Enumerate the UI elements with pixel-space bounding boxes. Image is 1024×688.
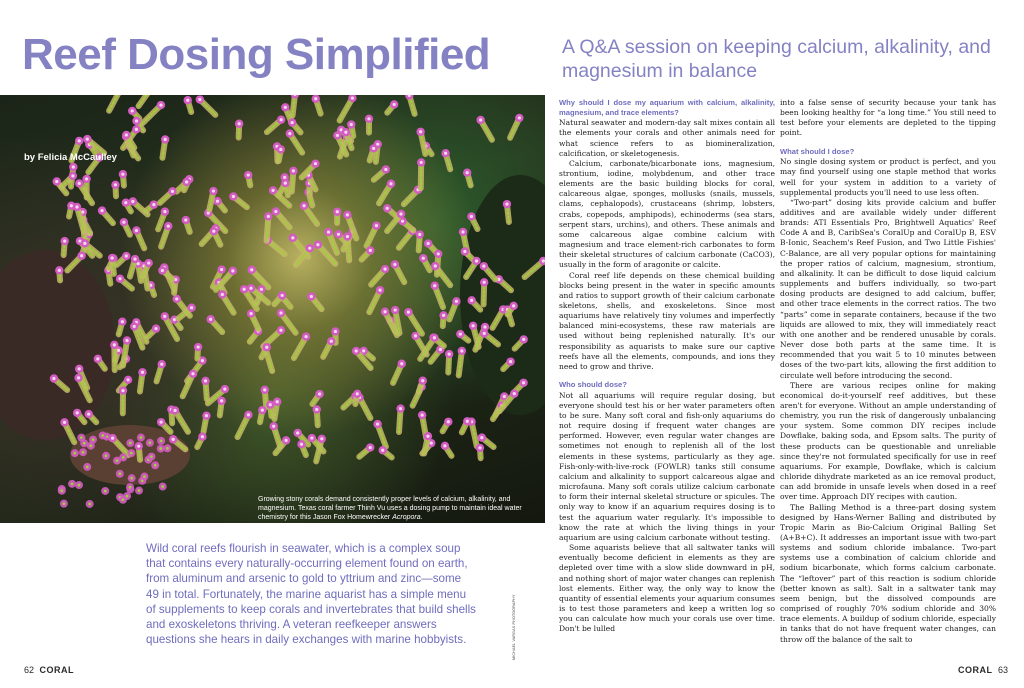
- coral-tip-highlight: [503, 395, 506, 398]
- coral-tip-highlight: [383, 267, 386, 270]
- coral-tip-highlight: [130, 477, 133, 480]
- coral-tip-highlight: [376, 422, 379, 425]
- caption-end: .: [420, 514, 423, 521]
- coral-tip-highlight: [143, 475, 146, 478]
- coral-tip-highlight: [249, 312, 252, 315]
- coral-tip-highlight: [518, 116, 521, 119]
- coral-tip-highlight: [89, 444, 92, 447]
- coral-tip-highlight: [161, 485, 164, 488]
- coral-tip-highlight: [96, 357, 99, 360]
- coral-tip-highlight: [82, 451, 85, 454]
- coral-tip-highlight: [185, 180, 188, 183]
- coral-tip-highlight: [150, 455, 153, 458]
- coral-tip-highlight: [160, 439, 163, 442]
- coral-tip-highlight: [288, 132, 291, 135]
- coral-tip-highlight: [72, 165, 75, 168]
- coral-tip-highlight: [77, 376, 80, 379]
- coral-tip-highlight: [350, 123, 353, 126]
- coral-tip-highlight: [480, 436, 483, 439]
- coral-tip-highlight: [308, 247, 311, 250]
- coral-tip-highlight: [522, 338, 525, 341]
- coral-tip-highlight: [455, 300, 458, 303]
- coral-tip-highlight: [216, 200, 219, 203]
- coral-tip-highlight: [355, 349, 358, 352]
- coral-tip-highlight: [279, 329, 282, 332]
- coral-tip-highlight: [336, 210, 339, 213]
- footer-left: [24, 665, 77, 675]
- coral-tip-highlight: [186, 99, 189, 102]
- coral-tip-highlight: [137, 445, 140, 448]
- coral-tip-highlight: [316, 243, 319, 246]
- coral-tip-highlight: [80, 436, 83, 439]
- paragraph: Calcium, carbonate/bicarbonate ions, magnesium, strontium, iodine, molybdenum, and other trace elements are the basic building blocks for coral, calcareous algae, sponges, mollusks (snails, mussels, clams, cephalopods), crustaceans (shrimp, lobsters, crabs, copepods, amphipods), echinoderms (sea stars, serpent stars, urchins), and others. These animals and some calcareous algae combine calcium with magnesium and trace element-rich carbonates to form their skeletal structures of calcium carbonate (CaCO3), usually in the form of aragonite or calcite.: [559, 158, 775, 270]
- photo-credit: MICHAEL VARGAS PHOTOGRAPHY: [512, 594, 516, 660]
- coral-tip-highlight: [470, 299, 473, 302]
- coral-tip-highlight: [130, 452, 133, 455]
- coral-tip-highlight: [269, 403, 272, 406]
- coral-tip-highlight: [85, 177, 88, 180]
- coral-tip-highlight: [346, 235, 349, 238]
- coral-tip-highlight: [271, 189, 274, 192]
- coral-tip-highlight: [73, 452, 76, 455]
- coral-tip-highlight: [327, 230, 330, 233]
- coral-tip-highlight: [296, 431, 299, 434]
- coral-tip-highlight: [124, 201, 127, 204]
- coral-tip-highlight: [418, 233, 421, 236]
- coral-tip-highlight: [475, 259, 478, 262]
- coral-tip-highlight: [407, 311, 410, 314]
- coral-tip-highlight: [279, 148, 282, 151]
- coral-tip-highlight: [114, 183, 117, 186]
- article-title: Reef Dosing Simplified: [22, 30, 491, 79]
- coral-tip-highlight: [284, 182, 287, 185]
- coral-tip-highlight: [125, 254, 128, 257]
- coral-tip-highlight: [302, 204, 305, 207]
- coral-tip-highlight: [148, 441, 151, 444]
- coral-tip-highlight: [422, 257, 425, 260]
- coral-tip-highlight: [274, 210, 277, 213]
- coral-tip-highlight: [131, 109, 134, 112]
- coral-tip-highlight: [250, 268, 253, 271]
- paragraph: Not all aquariums will require regular dosing, but everyone should test his or her water parameters often to be sure. Many soft coral and fish-only aquariums do not require dosing if frequent water changes are performed. However, even regular water changes are sometimes not enough to replenish all of the lost elements in these systems, particularly as they age. Fish-only-with-live-rock (FOWLR) tanks still consume calcium and alkalinity to support calcareous algae and microfauna. Many soft corals utilize calcium carbonate to form their internal skeletal structure or spicules. The only way to know if an aquarium requires dosing is to test the aquarium water regularly. It's impossible to know the rate at which the living things in your aquarium are using calcium carbonate without testing.: [559, 390, 775, 542]
- coral-tip-highlight: [121, 389, 124, 392]
- coral-tip-highlight: [78, 139, 81, 142]
- caption-text: Growing stony corals demand consistently proper levels of calcium, alkalinity, and magnesium. Texas coral farmer Thinh Vu uses a dosing pump to maintain ideal water chemistry for this Jason Fox Homewrecker: [258, 496, 522, 521]
- coral-tip-highlight: [509, 360, 512, 363]
- paragraph: into a false sense of security because your tank has been looking healthy for “a long time.” You still need to test before your elements are depleted to the tipping point.: [780, 98, 996, 138]
- article-column-2: [780, 98, 996, 645]
- coral-tip-highlight: [223, 387, 226, 390]
- rock-shape: [460, 175, 545, 415]
- coral-tip-highlight: [141, 371, 144, 374]
- coral-tip-highlight: [505, 203, 508, 206]
- coral-tip-highlight: [118, 472, 121, 475]
- coral-photo: [0, 95, 545, 523]
- coral-tip-highlight: [265, 346, 268, 349]
- coral-tip-highlight: [434, 264, 437, 267]
- coral-tip-highlight: [433, 336, 436, 339]
- coral-tip-highlight: [138, 489, 141, 492]
- coral-tip-highlight: [482, 265, 485, 268]
- coral-tip-highlight: [369, 249, 372, 252]
- coral-tip-highlight: [351, 96, 354, 99]
- paragraph: No single dosing system or product is perfect, and you may find yourself using one staple method that works well for your system in addition to a variety of supplemental products you'll need to use less often.: [780, 157, 996, 197]
- coral-tip-highlight: [159, 447, 162, 450]
- coral-tip-highlight: [261, 409, 264, 412]
- magazine-name: CORAL: [958, 665, 993, 675]
- coral-tip-highlight: [378, 289, 381, 292]
- coral-tip-highlight: [135, 128, 138, 131]
- coral-tip-highlight: [420, 161, 423, 164]
- coral-tip-highlight: [184, 218, 187, 221]
- coral-tip-highlight: [279, 311, 282, 314]
- coral-tip-highlight: [166, 447, 169, 450]
- coral-tip-highlight: [111, 437, 114, 440]
- coral-tip-highlight: [71, 174, 74, 177]
- coral-tip-highlight: [212, 189, 215, 192]
- coral-tip-highlight: [399, 212, 402, 215]
- coral-tip-highlight: [86, 466, 89, 469]
- coral-tip-highlight: [362, 349, 365, 352]
- paragraph: Some aquarists believe that all saltwater tanks will eventually become deficient in elements as they are depleted over time with a slow slide downward in pH, and nothing short of major water changes can replenish lost elements. Either way, the only way to know the quantity of essential elements your aquarium consumes is to test those parameters and keep a written log so you can calculate how much your corals use over time. Don't be lulled: [559, 543, 775, 634]
- coral-tip-highlight: [133, 325, 136, 328]
- coral-tip-highlight: [52, 377, 55, 380]
- coral-tip-highlight: [437, 252, 440, 255]
- footer-right: [955, 665, 1008, 675]
- coral-tip-highlight: [281, 294, 284, 297]
- paragraph: “Two-part” dosing kits provide calcium and buffer additives and are available widely under different brands: ATI Essentials Pro, Brightwell Aquatics' Reef Code A and B, CaribSea's CoralUp and CoralUp B, ESV B-Ionic, Seachem's Reef Fusion, and Two Little Fishies' C-Balance, are all very popular options for maintaining the proper ratios of calcium, magnesium, strontium, and alkalinity. It can be difficult to dose liquid calcium supplements and buffers individually, so two-part dosing products are designed to add calcium, buffer, and other trace elements in the correct ratios. The two “parts” come in separate containers, because if the two liquids are allowed to mix, they will immediately react with one another and be rendered unusable by corals. Never dose both parts at the same time. It is recommended that you wait 5 to 10 minutes between doses of the two-part kits, allowing the first addition to circulate well before introducing the second.: [780, 197, 996, 380]
- coral-tip-highlight: [419, 130, 422, 133]
- coral-tip-highlight: [470, 215, 473, 218]
- coral-tip-highlight: [209, 318, 212, 321]
- coral-tip-highlight: [163, 210, 166, 213]
- coral-tip-highlight: [310, 295, 313, 298]
- coral-tip-highlight: [315, 408, 318, 411]
- coral-tip-highlight: [243, 288, 246, 291]
- coral-tip-highlight: [483, 325, 486, 328]
- coral-tip-highlight: [173, 409, 176, 412]
- coral-tip-highlight: [83, 242, 86, 245]
- coral-tip-highlight: [220, 268, 223, 271]
- coral-tip-highlight: [163, 315, 166, 318]
- coral-tip-highlight: [383, 310, 386, 313]
- coral-tip-highlight: [76, 411, 79, 414]
- coral-tip-highlight: [483, 281, 486, 284]
- question-heading: Who should dose?: [559, 380, 627, 390]
- coral-tip-highlight: [292, 169, 295, 172]
- coral-tip-highlight: [459, 332, 462, 335]
- coral-tip-highlight: [291, 121, 294, 124]
- paragraph: The Balling Method is a three-part dosing system designed by Hans-Werner Balling and distributed by Tropic Marin as Bio-Calcium Original Balling Set (A+B+C). It addresses an important issue with two-part systems and sodium chloride imbalance. Two-part systems use a combination of calcium chloride and sodium bicarbonate, which forms calcium carbonate. The “leftover” part of this reaction is sodium chloride (better known as salt). Salt in a saltwater tank may seem benign, but the dissolved compounds are comprised of roughly 70% sodium chloride and 30% trace elements. A buildup of sodium chloride, especially in tanks that do not have frequent water changes, can throw off the balance of the salt to: [780, 502, 996, 644]
- coral-tip-highlight: [291, 236, 294, 239]
- coral-tip-highlight: [205, 414, 208, 417]
- coral-tip-highlight: [284, 106, 287, 109]
- coral-tip-highlight: [125, 133, 128, 136]
- coral-tip-highlight: [330, 340, 333, 343]
- coral-tip-highlight: [463, 250, 466, 253]
- coral-tip-highlight: [122, 498, 125, 501]
- coral-tip-highlight: [78, 182, 81, 185]
- coral-tip-highlight: [140, 436, 143, 439]
- coral-tip-highlight: [393, 263, 396, 266]
- coral-tip-highlight: [160, 363, 163, 366]
- coral-tip-highlight: [83, 442, 86, 445]
- coral-tip-highlight: [401, 220, 404, 223]
- coral-tip-highlight: [376, 143, 379, 146]
- coral-tip-highlight: [471, 324, 474, 327]
- coral-tip-highlight: [232, 195, 235, 198]
- coral-tip-highlight: [267, 215, 270, 218]
- coral-tip-highlight: [512, 304, 515, 307]
- coral-tip-highlight: [63, 421, 66, 424]
- coral-tip-highlight: [334, 330, 337, 333]
- coral-tip-highlight: [220, 399, 223, 402]
- coral-tip-highlight: [283, 176, 286, 179]
- coral-tip-highlight: [285, 439, 288, 442]
- coral-tip-highlight: [276, 400, 279, 403]
- coral-tip-highlight: [421, 413, 424, 416]
- coral-tip-highlight: [135, 229, 138, 232]
- coral-tip-highlight: [159, 103, 162, 106]
- coral-tip-highlight: [386, 207, 389, 210]
- coral-tip-highlight: [190, 306, 193, 309]
- coral-tip-highlight: [122, 221, 125, 224]
- coral-tip-highlight: [118, 277, 121, 280]
- coral-tip-highlight: [247, 173, 250, 176]
- coral-tip-highlight: [427, 242, 430, 245]
- coral-tip-highlight: [127, 378, 130, 381]
- coral-tip-highlight: [263, 388, 266, 391]
- coral-tip-highlight: [175, 297, 178, 300]
- coral-tip-highlight: [152, 203, 155, 206]
- coral-tip-highlight: [80, 254, 83, 257]
- coral-tip-highlight: [191, 372, 194, 375]
- paragraph: Natural seawater and modern-day salt mixes contain all the elements your corals and other animals need for what science refers to as biomineralization, calcification, or skeletogenesis.: [559, 118, 775, 158]
- page-number: 62: [24, 665, 35, 675]
- coral-tip-highlight: [367, 117, 370, 120]
- coral-tip-highlight: [116, 459, 119, 462]
- coral-tip-highlight: [483, 332, 486, 335]
- coral-tip-highlight: [384, 168, 387, 171]
- caption-species: Acropora: [392, 514, 421, 521]
- coral-tip-highlight: [318, 392, 321, 395]
- coral-tip-highlight: [111, 256, 114, 259]
- coral-tip-highlight: [101, 434, 104, 437]
- coral-tip-highlight: [478, 446, 481, 449]
- coral-tip-highlight: [147, 261, 150, 264]
- coral-tip-highlight: [389, 182, 392, 185]
- article-subtitle: A Q&A session on keeping calcium, alkalinity, and magnesium in balance: [562, 36, 991, 82]
- coral-tip-highlight: [55, 180, 58, 183]
- coral-tip-highlight: [314, 162, 317, 165]
- coral-tip-highlight: [126, 495, 129, 498]
- coral-tip-highlight: [161, 269, 164, 272]
- coral-tip-highlight: [372, 147, 375, 150]
- coral-tip-highlight: [104, 490, 107, 493]
- coral-tip-highlight: [394, 308, 397, 311]
- coral-tip-highlight: [167, 224, 170, 227]
- coral-tip-highlight: [466, 171, 469, 174]
- coral-tip-highlight: [247, 413, 250, 416]
- coral-tip-highlight: [336, 134, 339, 137]
- coral-tip-highlight: [344, 131, 347, 134]
- coral-tip-highlight: [542, 259, 545, 262]
- coral-tip-highlight: [393, 103, 396, 106]
- coral-tip-highlight: [58, 269, 61, 272]
- paragraph: There are various recipes online for making economical do-it-yourself reef additives, but these aren't for everyone. Without an ample understanding of chemistry, you run the risk of dangerously unbalancing your system. Some common DIY recipes include Dowflake, baking soda, and Epsom salts. The purity of these products can be questionable and unreliable since they're not formulated specifically for use in reef aquariums. For example, Dowflake, which is calcium chloride dihydrate marketed as an ice removal product, can add bromide in unsafe levels when dosed in a reef over time. Approach DIY recipes with caution.: [780, 380, 996, 502]
- coral-tip-highlight: [320, 437, 323, 440]
- coral-tip-highlight: [260, 288, 263, 291]
- question-heading: Why should I dose my aquarium with calcium, alkalinity, magnesium, and trace elements?: [559, 98, 775, 117]
- coral-tip-highlight: [131, 200, 134, 203]
- coral-tip-highlight: [439, 348, 442, 351]
- coral-tip-highlight: [121, 320, 124, 323]
- coral-tip-highlight: [201, 435, 204, 438]
- coral-tip-highlight: [304, 335, 307, 338]
- coral-tip-highlight: [78, 484, 81, 487]
- coral-tip-highlight: [113, 343, 116, 346]
- coral-tip-highlight: [444, 152, 447, 155]
- coral-tip-highlight: [426, 435, 429, 438]
- coral-tip-highlight: [63, 502, 66, 505]
- article-column-1: [559, 98, 775, 634]
- coral-tip-highlight: [249, 287, 252, 290]
- coral-tip-highlight: [133, 257, 136, 260]
- coral-tip-highlight: [198, 98, 201, 101]
- coral-tip-highlight: [221, 293, 224, 296]
- coral-tip-highlight: [314, 97, 317, 100]
- coral-tip-highlight: [154, 464, 157, 467]
- coral-tip-highlight: [461, 230, 464, 233]
- coral-tip-highlight: [414, 334, 417, 337]
- coral-tip-highlight: [442, 314, 445, 317]
- coral-tip-highlight: [125, 339, 128, 342]
- coral-tip-highlight: [164, 138, 167, 141]
- page-number: 63: [998, 665, 1009, 675]
- coral-tip-highlight: [86, 138, 89, 141]
- coral-tip-highlight: [272, 425, 275, 428]
- coral-tip-highlight: [381, 449, 384, 452]
- coral-tip-highlight: [135, 119, 138, 122]
- coral-tip-highlight: [78, 367, 81, 370]
- question-heading: What should I dose?: [780, 146, 855, 156]
- coral-tip-highlight: [430, 442, 433, 445]
- author-byline: by Felicia McCaulley: [24, 152, 117, 163]
- coral-tip-highlight: [280, 118, 283, 121]
- coral-tip-highlight: [369, 446, 372, 449]
- coral-tip-highlight: [173, 318, 176, 321]
- coral-tip-highlight: [122, 456, 125, 459]
- coral-tip-highlight: [400, 362, 403, 365]
- coral-tip-highlight: [105, 454, 108, 457]
- coral-tip-highlight: [121, 173, 124, 176]
- coral-tip-highlight: [460, 349, 463, 352]
- coral-tip-highlight: [154, 327, 157, 330]
- coral-tip-highlight: [346, 213, 349, 216]
- paragraph: Coral reef life depends on these chemical building blocks being present in the water in specific amounts and ratios to support growth of their calcium carbonate skeletons, shells, and exoskeletons. Since most aquariums have relatively tiny volumes and imperfectly balanced mini-ecosystems, these raw materials are used without being replenished naturally. It's our responsibility as aquarists to make sure our captive reefs have all the elements, compounds, and ions they need to grow and thrive.: [559, 270, 775, 371]
- coral-tip-highlight: [231, 269, 234, 272]
- coral-tip-highlight: [172, 438, 175, 441]
- coral-tip-highlight: [87, 412, 90, 415]
- coral-tip-highlight: [447, 420, 450, 423]
- coral-tip-highlight: [212, 230, 215, 233]
- coral-tip-highlight: [443, 444, 446, 447]
- coral-tip-highlight: [356, 392, 359, 395]
- coral-tip-highlight: [129, 442, 132, 445]
- coral-tip-highlight: [171, 190, 174, 193]
- coral-tip-highlight: [63, 240, 66, 243]
- magazine-name: CORAL: [39, 665, 75, 675]
- photo-caption: [258, 495, 528, 522]
- coral-tip-highlight: [466, 420, 469, 423]
- coral-tip-highlight: [129, 486, 132, 489]
- coral-tip-highlight: [60, 489, 63, 492]
- coral-tip-highlight: [159, 421, 162, 424]
- coral-tip-highlight: [92, 438, 95, 441]
- coral-tip-highlight: [448, 353, 451, 356]
- coral-tip-highlight: [70, 204, 73, 207]
- coral-tip-highlight: [88, 503, 91, 506]
- coral-tip-highlight: [100, 209, 103, 212]
- coral-tip-highlight: [479, 118, 482, 121]
- coral-tip-highlight: [310, 436, 313, 439]
- coral-tip-highlight: [513, 392, 516, 395]
- coral-tip-highlight: [433, 284, 436, 287]
- coral-tip-highlight: [522, 381, 525, 384]
- coral-tip-highlight: [375, 224, 378, 227]
- coral-tip-highlight: [238, 122, 241, 125]
- coral-tip-highlight: [75, 205, 78, 208]
- coral-tip-highlight: [197, 345, 200, 348]
- coral-tip-highlight: [204, 379, 207, 382]
- coral-tip-highlight: [337, 233, 340, 236]
- intro-deck: Wild coral reefs flourish in seawater, which is a complex soup that contains every naturally-occurring element found on earth, from aluminum and arsenic to gold to yttrium and zinc—some 49 in total. Fortunately, the marine aquarist has a simple menu of supplements to keep corals and invertebrates that build shells and exoskeletons thriving. A veteran reefkeeper answers questions she hears in daily exchanges with marine hobbyists.: [146, 542, 476, 647]
- coral-tip-highlight: [421, 379, 424, 382]
- coral-tip-highlight: [71, 482, 74, 485]
- coral-tip-highlight: [399, 407, 402, 410]
- coral-tip-highlight: [300, 443, 303, 446]
- coral-tip-highlight: [201, 359, 204, 362]
